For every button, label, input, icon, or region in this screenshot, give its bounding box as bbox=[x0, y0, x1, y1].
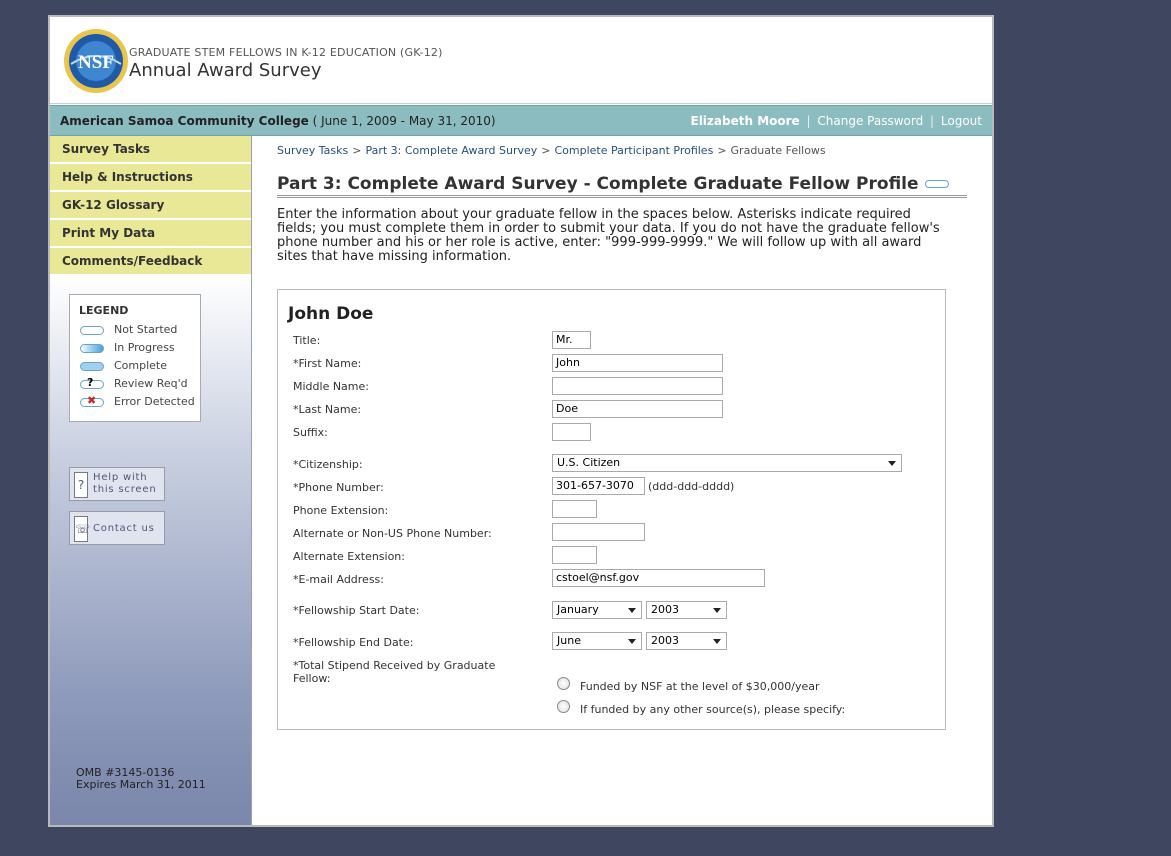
help-icon: ? bbox=[74, 472, 88, 498]
legend-label: Complete bbox=[114, 359, 168, 372]
sidebar bbox=[50, 136, 252, 825]
chevron-down-icon bbox=[713, 608, 721, 613]
suffix-field[interactable] bbox=[552, 423, 591, 441]
logout-link[interactable]: Logout bbox=[940, 114, 982, 128]
phone-label: *Phone Number: bbox=[293, 481, 384, 494]
survey-window bbox=[48, 15, 994, 827]
citizenship-select[interactable]: U.S. Citizen bbox=[552, 454, 902, 472]
page-title: Part 3: Complete Award Survey - Complete Graduate Fellow Profile bbox=[277, 174, 967, 198]
nav-print-my-data[interactable]: Print My Data bbox=[50, 220, 251, 248]
user-name: Elizabeth Moore bbox=[690, 114, 800, 128]
last-name-label: *Last Name: bbox=[293, 403, 362, 416]
fellow-profile-form bbox=[277, 289, 946, 730]
separator: | bbox=[930, 114, 935, 128]
fellow-name-heading: John Doe bbox=[288, 304, 374, 324]
breadcrumb-participant-profiles[interactable]: Complete Participant Profiles bbox=[554, 144, 714, 157]
help-with-screen-button[interactable] bbox=[69, 467, 165, 501]
svg-text:NSF: NSF bbox=[78, 52, 114, 73]
breadcrumb: Survey Tasks > Part 3: Complete Award Survey > Complete Participant Profiles > Graduate Fellows bbox=[277, 144, 826, 157]
nav-survey-tasks[interactable]: Survey Tasks bbox=[50, 136, 251, 164]
chevron-down-icon bbox=[628, 608, 636, 613]
legend-label: Not Started bbox=[114, 323, 178, 336]
legend-label: In Progress bbox=[114, 341, 175, 354]
first-name-field[interactable]: John bbox=[552, 354, 723, 372]
stipend-nsf-label: Funded by NSF at the level of $30,000/year bbox=[580, 680, 820, 693]
end-month-select[interactable]: June bbox=[552, 632, 642, 650]
title-field[interactable]: Mr. bbox=[552, 331, 591, 349]
not-started-icon bbox=[80, 326, 104, 335]
separator: | bbox=[806, 114, 811, 128]
start-date-label: *Fellowship Start Date: bbox=[293, 604, 420, 617]
citizenship-label: *Citizenship: bbox=[293, 458, 363, 471]
chevron-down-icon bbox=[713, 639, 721, 644]
suffix-label: Suffix: bbox=[293, 426, 328, 439]
help-button-label: Help with this screen bbox=[93, 472, 157, 495]
legend-item bbox=[80, 340, 198, 358]
institution-bar bbox=[50, 105, 992, 136]
error-detected-icon: ✖ bbox=[80, 398, 104, 407]
legend-title: LEGEND bbox=[79, 304, 129, 317]
header bbox=[50, 17, 992, 104]
chevron-down-icon bbox=[628, 639, 636, 644]
omb-expiration: Expires March 31, 2011 bbox=[76, 778, 206, 791]
chevron-down-icon bbox=[888, 461, 896, 466]
first-name-label: *First Name: bbox=[293, 357, 362, 370]
nav-help-instructions[interactable]: Help & Instructions bbox=[50, 164, 251, 192]
omb-number: OMB #3145-0136 bbox=[76, 766, 175, 779]
alternate-phone-field[interactable] bbox=[552, 523, 645, 541]
legend-item bbox=[80, 322, 198, 340]
title-label: Title: bbox=[293, 334, 321, 347]
institution-name: American Samoa Community College bbox=[60, 114, 309, 128]
email-label: *E-mail Address: bbox=[293, 573, 384, 586]
contact-button-label: Contact us bbox=[93, 523, 155, 534]
stipend-label: *Total Stipend Received by Graduate Fellow: bbox=[293, 659, 496, 685]
start-month-select[interactable]: January bbox=[552, 601, 642, 619]
stipend-nsf-radio[interactable] bbox=[557, 677, 570, 690]
main-content bbox=[277, 144, 977, 716]
phone-extension-label: Phone Extension: bbox=[293, 504, 389, 517]
app-title: Annual Award Survey bbox=[129, 60, 322, 81]
end-year-select[interactable]: 2003 bbox=[646, 632, 727, 650]
legend-label: Error Detected bbox=[114, 395, 195, 408]
end-date-label: *Fellowship End Date: bbox=[293, 636, 414, 649]
phone-field[interactable]: 301-657-3070 bbox=[552, 477, 645, 495]
alternate-extension-label: Alternate Extension: bbox=[293, 550, 405, 563]
nav-comments-feedback[interactable]: Comments/Feedback bbox=[50, 248, 251, 276]
contact-us-button[interactable] bbox=[69, 511, 165, 545]
email-field[interactable]: cstoel@nsf.gov bbox=[552, 569, 765, 587]
legend-item bbox=[80, 358, 198, 376]
legend-item bbox=[80, 376, 198, 394]
breadcrumb-current: Graduate Fellows bbox=[730, 144, 826, 157]
legend bbox=[69, 294, 201, 422]
complete-icon bbox=[80, 362, 104, 371]
middle-name-field[interactable] bbox=[552, 377, 723, 395]
omb-notice bbox=[76, 767, 206, 791]
in-progress-icon bbox=[80, 344, 104, 353]
phone-extension-field[interactable] bbox=[552, 500, 597, 518]
status-icon bbox=[925, 180, 949, 188]
middle-name-label: Middle Name: bbox=[293, 380, 369, 393]
alternate-phone-label: Alternate or Non-US Phone Number: bbox=[293, 527, 492, 540]
instructions-text: Enter the information about your graduate fellow in the spaces below. Asterisks indicate required fields; you must complete them in order to submit your data. If you do not have the graduate fellow's phone number and his or her role is active, enter: "999-999-9999." We will follow up with all award sites that have missing information. bbox=[277, 207, 940, 264]
award-period: ( June 1, 2009 - May 31, 2010) bbox=[312, 114, 496, 128]
last-name-field[interactable]: Doe bbox=[552, 400, 723, 418]
breadcrumb-part3[interactable]: Part 3: Complete Award Survey bbox=[365, 144, 538, 157]
program-name: GRADUATE STEM FELLOWS IN K-12 EDUCATION (GK-12) bbox=[129, 46, 443, 59]
legend-item bbox=[80, 394, 198, 412]
legend-label: Review Req'd bbox=[114, 377, 188, 390]
phone-format-hint: (ddd-ddd-dddd) bbox=[648, 480, 735, 493]
phone-icon: ☏ bbox=[74, 516, 88, 542]
nsf-logo-icon bbox=[63, 28, 129, 94]
sidebar-nav bbox=[50, 136, 251, 276]
review-required-icon: ? bbox=[80, 380, 104, 389]
nav-gk12-glossary[interactable]: GK-12 Glossary bbox=[50, 192, 251, 220]
alternate-extension-field[interactable] bbox=[552, 546, 597, 564]
user-menu bbox=[691, 114, 983, 128]
stipend-other-radio[interactable] bbox=[557, 700, 570, 713]
institution-info bbox=[60, 114, 496, 128]
start-year-select[interactable]: 2003 bbox=[646, 601, 727, 619]
breadcrumb-survey-tasks[interactable]: Survey Tasks bbox=[277, 144, 349, 157]
stipend-other-label: If funded by any other source(s), please specify: bbox=[580, 703, 846, 716]
change-password-link[interactable]: Change Password bbox=[817, 114, 924, 128]
